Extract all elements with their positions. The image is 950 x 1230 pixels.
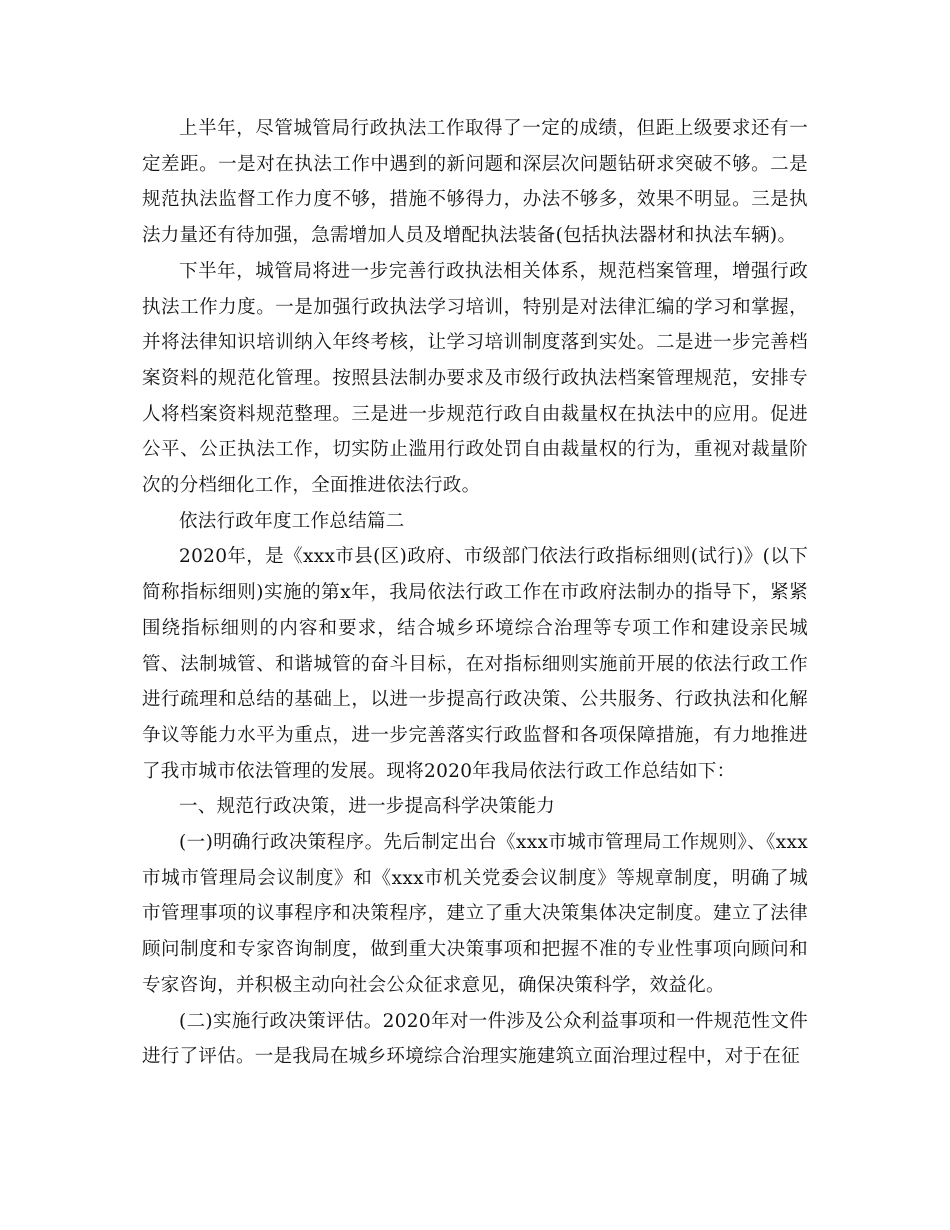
paragraph-decision-procedure: (一)明确行政决策程序。先后制定出台《xxx市城市管理局工作规则》、《xxx市城市管理局会议制度》和《xxx市机关党委会议制度》等规章制度，明确了城市管理事项的议事程序和决策程序，建立了重大决策集体决定制度。建立了法律顾问制度和专家咨询制度，做到重大决策事项和把握不准的专业性事项向顾问和专家咨询，并积极主动向社会公众征求意见，确保决策科学，效益化。: [142, 832, 808, 996]
subsection-heading-decision: 一、规范行政决策，进一步提高科学决策能力: [179, 796, 556, 818]
paragraph-2020-overview: 2020年，是《xxx市县(区)政府、市级部门依法行政指标细则(试行)》(以下简称指标细则)实施的第x年，我局依法行政工作在市政府法制办的指导下，紧紧围绕指标细则的内容和要求，结合城乡环境综合治理等专项工作和建设亲民城管、法制城管、和谐城管的奋斗目标，在对指标细则实施前开展的依法行政工作进行疏理和总结的基础上，以进一步提高行政决策、公共服务、行政执法和化解争议等能力水平为重点，进一步完善落实行政监督和各项保障措施，有力地推进了我市城市依法管理的发展。现将2020年我局依法行政工作总结如下：: [142, 546, 808, 782]
paragraph-decision-evaluation: (二)实施行政决策评估。2020年对一件涉及公众利益事项和一件规范性文件进行了评估。一是我局在城乡环境综合治理实施建筑立面治理过程中，对于在征: [142, 1010, 808, 1068]
document-body: [142, 111, 808, 1075]
section-title: 依法行政年度工作总结篇二: [179, 510, 405, 532]
paragraph-second-half-plan: 下半年，城管局将进一步完善行政执法相关体系，规范档案管理，增强行政执法工作力度。一是加强行政执法学习培训，特别是对法律汇编的学习和掌握，并将法律知识培训纳入年终考核，让学习培训制度落到实处。二是进一步完善档案资料的规范化管理。按照县法制办要求及市级行政执法档案管理规范，安排专人将档案资料规范整理。三是进一步规范行政自由裁量权在执法中的应用。促进公平、公正执法工作，切实防止滥用行政处罚自由裁量权的行为，重视对裁量阶次的分档细化工作，全面推进依法行政。: [142, 260, 808, 497]
paragraph-first-half-summary: 上半年，尽管城管局行政执法工作取得了一定的成绩，但距上级要求还有一定差距。一是对在执法工作中遇到的新问题和深层次问题钻研求突破不够。二是规范执法监督工作力度不够，措施不够得力，办法不够多，效果不明显。三是执法力量还有待加强，急需增加人员及增配执法装备(包括执法器材和执法车辆)。: [142, 118, 808, 247]
